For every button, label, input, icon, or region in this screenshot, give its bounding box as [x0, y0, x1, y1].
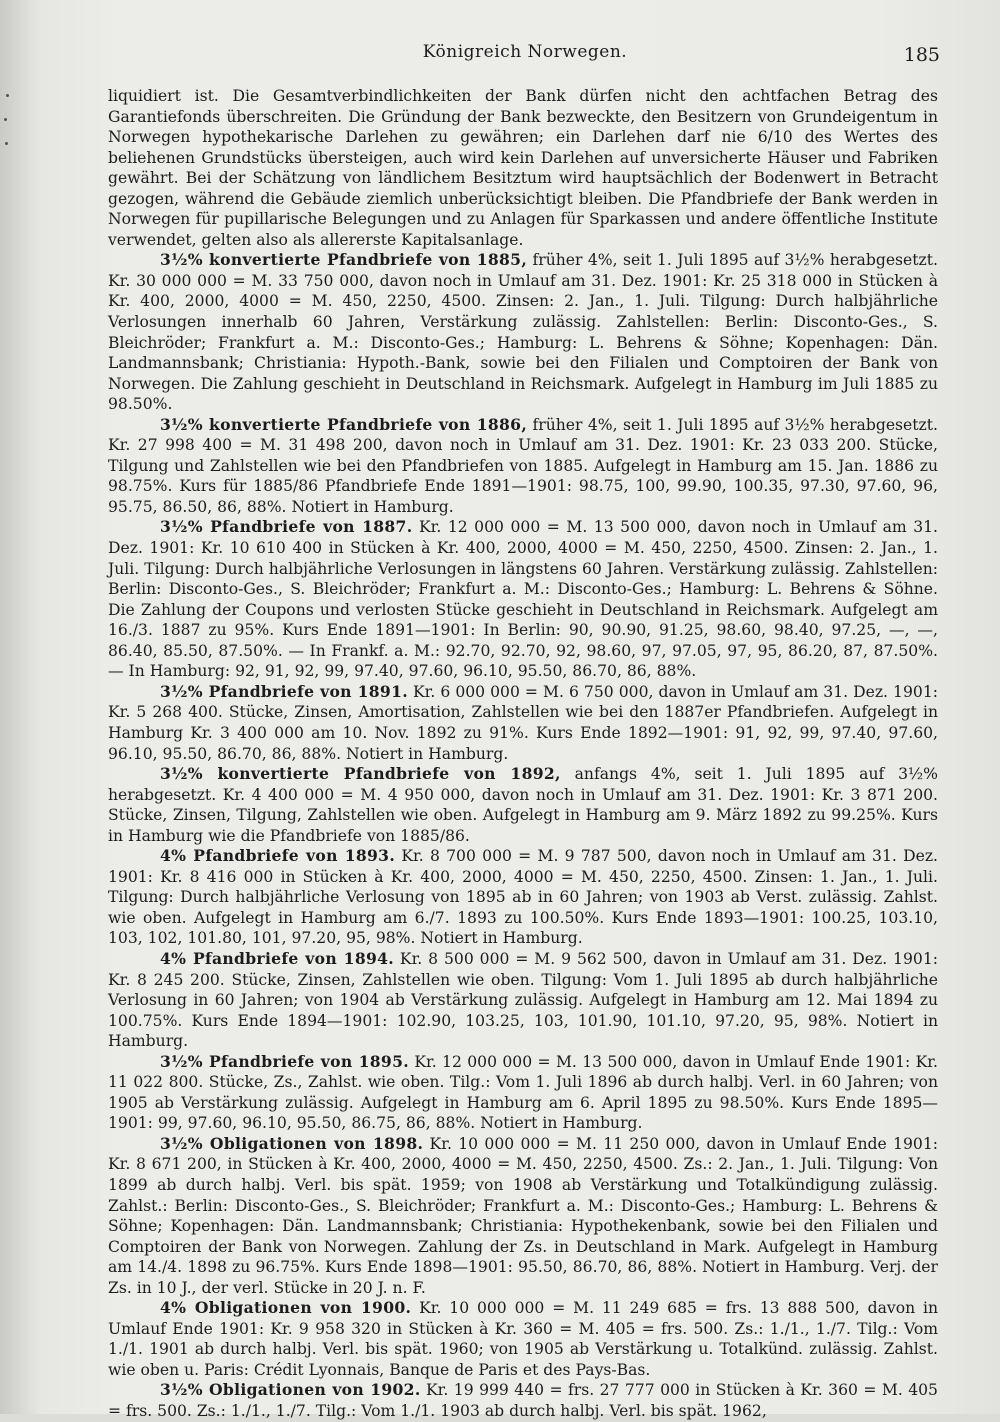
section-heading: 3½% konvertierte Pfandbriefe von 1892, [160, 764, 561, 784]
section-heading: 3½% Obligationen von 1902. [160, 1380, 421, 1400]
section-heading: 4% Pfandbriefe von 1894. [160, 948, 395, 968]
section-text: Kr. 10 000 000 = M. 11 249 685 = frs. 13 888 500, davon in Umlauf Ende 1901: Kr. 9 958 320 in Stücken à Kr. 360 = M. 405 = frs. 500. Zs.: 1./1., 1./7. Tilg.: Vom 1./1. 1901 ab durch halbj. Verl. bis spät. 1960; von 1905 ab Verstärkung u. Totalkünd. zulässig. Zahlst. wie oben u. Paris: Crédit Lyonnais, Banque de Paris et des Pays-Bas. [108, 1299, 938, 1379]
section-1892 [108, 764, 938, 846]
section-heading: 3½% Pfandbriefe von 1887. [160, 517, 413, 537]
section-heading: 3½% Pfandbriefe von 1895. [160, 1051, 409, 1071]
section-1891 [108, 682, 938, 764]
section-text: früher 4%, seit 1. Juli 1895 auf 3½% herabgesetzt. Kr. 27 998 400 = M. 31 498 200, davon noch in Umlauf am 31. Dez. 1901: Kr. 23 033 200. Stücke, Tilgung und Zahlstellen wie bei den Pfandbriefen von 1885. Aufgelegt in Hamburg am 15. Jan. 1886 zu 98.75%. Kurs für 1885/86 Pfandbriefe Ende 1891—1901: 98.75, 100, 99.90, 100.35, 97.30, 97.60, 96, 95.75, 86.50, 86, 88%. Notiert in Hamburg. [108, 415, 938, 516]
section-text: früher 4%, seit 1. Juli 1895 auf 3½% herabgesetzt. Kr. 30 000 000 = M. 33 750 000, davon noch in Umlauf am 31. Dez. 1901: Kr. 25 318 000 in Stücken à Kr. 400, 2000, 4000 = M. 450, 2250, 4500. Zinsen: 2. Jan., 1. Juli. Tilgung: Durch halbjährliche Verlosungen innerhalb 60 Jahren, Verstärkung zulässig. Zahlstellen: Berlin: Disconto-Ges., S. Bleichröder; Frankfurt a. M.: Disconto-Ges.; Hamburg: L. Behrens & Söhne; Kopenhagen: Dän. Landmannsbank; Christiania: Hypoth.-Bank, sowie bei den Filialen und Comptoiren der Bank von Norwegen. Die Zahlung geschieht in Deutschland in Reichsmark. Aufgelegt in Hamburg im Juli 1885 zu 98.50%. [108, 251, 938, 414]
margin-speck [6, 94, 9, 97]
section-heading: 3½% konvertierte Pfandbriefe von 1886, [160, 414, 528, 434]
section-1893 [108, 846, 938, 949]
section-heading: 3½% Obligationen von 1898. [160, 1133, 424, 1153]
section-text: anfangs 4%, seit 1. Juli 1895 auf 3½% herabgesetzt. Kr. 4 400 000 = M. 4 950 000, davon noch in Umlauf am 31. Dez. 1901: Kr. 3 871 200. Stücke, Zinsen, Tilgung, Zahlstellen wie oben. Aufgelegt in Hamburg am 9. März 1892 zu 99.25%. Kurs in Hamburg wie die Pfandbriefe von 1885/86. [108, 765, 938, 845]
section-text: Kr. 12 000 000 = M. 13 500 000, davon in Umlauf Ende 1901: Kr. 11 022 800. Stücke, Zs., Zahlst. wie oben. Tilg.: Vom 1. Juli 1896 ab durch halbj. Verl. in 60 Jahren; von 1905 ab Verstärkung zulässig. Aufgelegt in Hamburg am 6. April 1895 zu 98.50%. Kurs Ende 1895—1901: 99, 97.60, 96.10, 95.50, 86.75, 86, 88%. Notiert in Hamburg. [108, 1052, 938, 1133]
section-1885 [108, 250, 938, 414]
margin-speck [4, 118, 7, 121]
section-text: Kr. 12 000 000 = M. 13 500 000, davon noch in Umlauf am 31. Dez. 1901: Kr. 10 610 400 in Stücken à Kr. 400, 2000, 4000 = M. 450, 2250, 4500. Zinsen: 2. Jan., 1. Juli. Tilgung: Durch halbjährliche Verlosungen in längstens 60 Jahren. Verstärkung zulässig. Zahlstellen: Berlin: Disconto-Ges., S. Bleichröder; Frankfurt a. M.: Disconto-Ges.; Hamburg: L. Behrens & Söhne. Die Zahlung der Coupons und verlosten Stücke geschieht in Deutschland in Reichsmark. Aufgelegt am 16./3. 1887 zu 95%. Kurs Ende 1891—1901: In Berlin: 90, 90.90, 91.25, 98.60, 98.40, 97.25, —, —, 86.40, 85.50, 87.50%. — In Frankf. a. M.: 92.70, 92.70, 92, 98.60, 97, 97.05, 97, 95, 86.20, 87, 87.50%. — In Hamburg: 92, 91, 92, 99, 97.40, 97.60, 96.10, 95.50, 86.70, 86, 88%. [108, 518, 938, 681]
section-1887 [108, 517, 938, 681]
paragraph-intro [108, 86, 938, 250]
section-1902 [108, 1380, 938, 1421]
section-text: Kr. 6 000 000 = M. 6 750 000, davon in Umlauf am 31. Dez. 1901: Kr. 5 268 400. Stücke, Zinsen, Amortisation, Zahlstellen wie bei den 1887er Pfandbriefen. Aufgelegt in Hamburg Kr. 3 400 000 am 10. Nov. 1892 zu 91%. Kurs Ende 1892—1901: 91, 92, 99, 97.40, 97.60, 96.10, 95.50, 86.70, 86, 88%. Notiert in Hamburg. [108, 682, 938, 763]
margin-speck [5, 142, 8, 145]
section-text: Kr. 8 700 000 = M. 9 787 500, davon noch in Umlauf am 31. Dez. 1901: Kr. 8 416 000 in Stücken à Kr. 400, 2000, 4000 = M. 450, 2250, 4500. Zinsen: 1. Jan., 1. Juli. Tilgung: Durch halbjährliche Verlosung von 1895 ab in 60 Jahren; von 1903 ab Verst. zulässig. Zahlst. wie oben. Aufgelegt in Hamburg am 6./7. 1893 zu 100.50%. Kurs Ende 1893—1901: 100.25, 103.10, 103, 102, 101.80, 101, 97.20, 95, 98%. Notiert in Hamburg. [108, 847, 939, 948]
section-1886 [108, 415, 938, 518]
section-heading: 3½% konvertierte Pfandbriefe von 1885, [160, 250, 528, 270]
section-text: Kr. 8 500 000 = M. 9 562 500, davon in Umlauf am 31. Dez. 1901: Kr. 8 245 200. Stücke, Zinsen, Zahlstellen wie oben. Tilgung: Vom 1. Juli 1895 ab durch halbjährliche Verlosung in 60 Jahren; von 1904 ab Verstärkung zulässig. Aufgelegt in Hamburg am 12. Mai 1894 zu 100.75%. Kurs Ende 1894—1901: 102.90, 103.25, 103, 101.90, 101.10, 97.20, 95, 98%. Notiert in Hamburg. [108, 949, 939, 1051]
running-head: Königreich Norwegen. [422, 42, 628, 62]
page-number: 185 [903, 44, 940, 66]
section-heading: 3½% Pfandbriefe von 1891. [160, 681, 408, 701]
section-heading: 4% Pfandbriefe von 1893. [160, 846, 396, 866]
section-1895 [108, 1052, 938, 1134]
section-text: Kr. 10 000 000 = M. 11 250 000, davon in Umlauf Ende 1901: Kr. 8 671 200, in Stücken à Kr. 400, 2000, 4000 = M. 450, 2250, 4500. Zs.: 2. Jan., 1. Juli. Tilgung: Von 1899 ab durch halbj. Verl. bis spät. 1959; von 1908 ab Verstärkung und Totalkündigung zulässig. Zahlst.: Berlin: Disconto-Ges., S. Bleichröder; Frankfurt a. M.: Disconto-Ges.; Hamburg: L. Behrens & Söhne; Kopenhagen: Dän. Landmannsbank; Christiania: Hypothekenbank, sowie bei den Filialen und Comptoiren der Bank von Norwegen. Zahlung der Zs. in Deutschland in Mark. Aufgelegt in Hamburg am 14./4. 1898 zu 96.75%. Kurs Ende 1898—1901: 95.50, 86.70, 86, 88%. Notiert in Hamburg. Verj. der Zs. in 10 J., der verl. Stücke in 20 J. n. F. [108, 1134, 938, 1297]
section-1900 [108, 1298, 938, 1380]
section-1898 [108, 1134, 938, 1298]
section-text: Kr. 19 999 440 = frs. 27 777 000 in Stücken à Kr. 360 = M. 405 = frs. 500. Zs.: 1./1., 1./7. Tilg.: Vom 1./1. 1903 ab durch halbj. Verl. bis spät. 1962, [108, 1381, 938, 1420]
section-1894 [108, 949, 938, 1052]
text-body [108, 86, 938, 1422]
section-heading: 4% Obligationen von 1900. [160, 1298, 412, 1318]
page-header [110, 34, 940, 74]
paragraph-text: liquidiert ist. Die Gesamtverbindlichkeiten der Bank dürfen nicht den achtfachen Betrag des Garantiefonds überschreiten. Die Gründung der Bank bezweckte, den Besitzern von Grundeigentum in Norwegen hypothekarische Darlehen zu gewähren; ein Darlehen darf nie 6/10 des Wertes des beliehenen Grundstücks übersteigen, auch wird kein Darlehen auf unversicherte Häuser und Fabriken gewährt. Bei der Schätzung von ländlichem Besitztum wird hauptsächlich der Bodenwert in Betracht gezogen, während die Gebäude ziemlich unberücksichtigt bleiben. Die Pfandbriefe der Bank werden in Norwegen für pupillarische Belegungen und zu Anlagen für Sparkassen und andere öffentliche Institute verwendet, gelten also als allererste Kapitalsanlage. [108, 87, 938, 249]
